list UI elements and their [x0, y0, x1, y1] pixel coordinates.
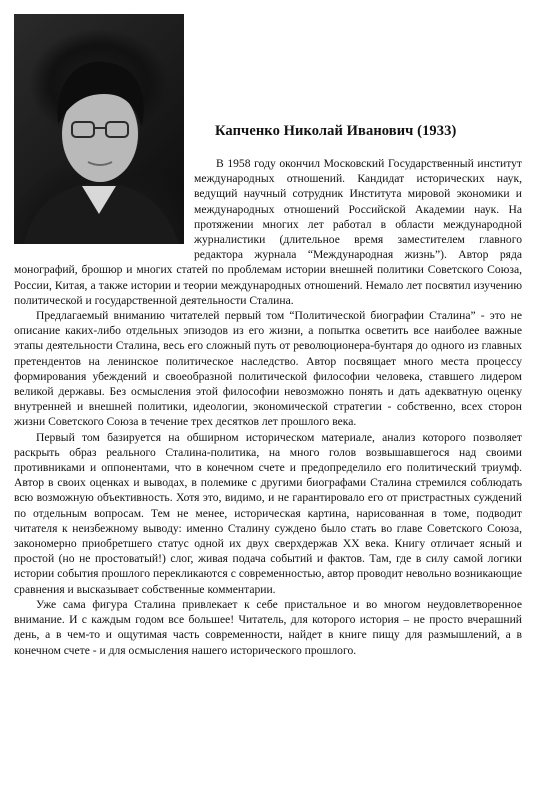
author-name-heading: Капченко Николай Иванович (1933): [215, 123, 457, 139]
biography-text: [14, 156, 522, 658]
paragraph-biography: В 1958 году окончил Московский Государственный институт международных отношений. Кандидат исторических наук, ведущий научный сотрудник Института мировой экономики и международных отношений Российской Академии наук. На протяжении многих лет работал в области международной журналистики (длительное время заместителем главного редактора журнала “Международная жизнь”). Автор ряда монографий, брошюр и многих статей по проблемам истории внешней политики Советского Союза, России, Китая, а также истории и теории международных отношений. Немало лет посвятил изучению политической и государственной деятельности Сталина.: [14, 157, 522, 307]
paragraph-closing: Уже сама фигура Сталина привлекает к себе пристальное и во многом неудовлетворенное внимание. И с каждым годом все большее! Читатель, для которого история – не просто вчерашний день, а в чем-то и ощутимая часть современности, найдет в книге пищу для размышлений, а в конечном счете - и для осмысления нашего исторического прошлого.: [14, 597, 522, 657]
paragraph-book-basis: Первый том базируется на обширном историческом материале, анализ которого позволяет раскрыть образ реального Сталина-политика, на много голов возвышавшегося над своими противниками и оппонентами, что в конечном счете и предопределило его политический триумф. Автор в своих оценках и выводах, в полемике с другими биографами Сталина стремился соблюдать всю возможную объективность. Хотя это, видимо, и не гарантировало его от пристрастных суждений по отдельным вопросам. Тем не менее, историческая картина, нарисованная в томе, подводит читателя к неизбежному выводу: именно Сталину суждено было стать во главе Советского Союза, закономерно приобретшего статус одной их двух сверхдержав XX века. Книгу отличает ясный и простой (но не простоватый!) слог, живая подача событий и фактов. Там, где в силу самой логики истории события прошлого перекликаются с современностью, автор проводит невольно возникающие сравнения и высказывает собственные комментарии.: [14, 430, 522, 596]
paragraph-book-overview: Предлагаемый вниманию читателей первый том “Политической биографии Сталина” - это не описание каких-либо отдельных эпизодов из его жизни, а попытка осветить все наиболее важные этапы деятельности Сталина, весь его сложный путь от революционера-бунтаря до одного из главных претендентов на ленинское политическое наследство. Автор посвящает много места процессу формирования убеждений и своеобразной политической философии человека, ставшего лидером великой державы. Без осмысления этой философии невозможно понять и дать адекватную оценку внутренней и внешней политики, идеологии, экономической стратегии - собственно, всех сторон жизни Советского Союза в течение трех десятков лет прошлого века.: [14, 309, 522, 429]
photo-wrap-space: [14, 156, 194, 260]
